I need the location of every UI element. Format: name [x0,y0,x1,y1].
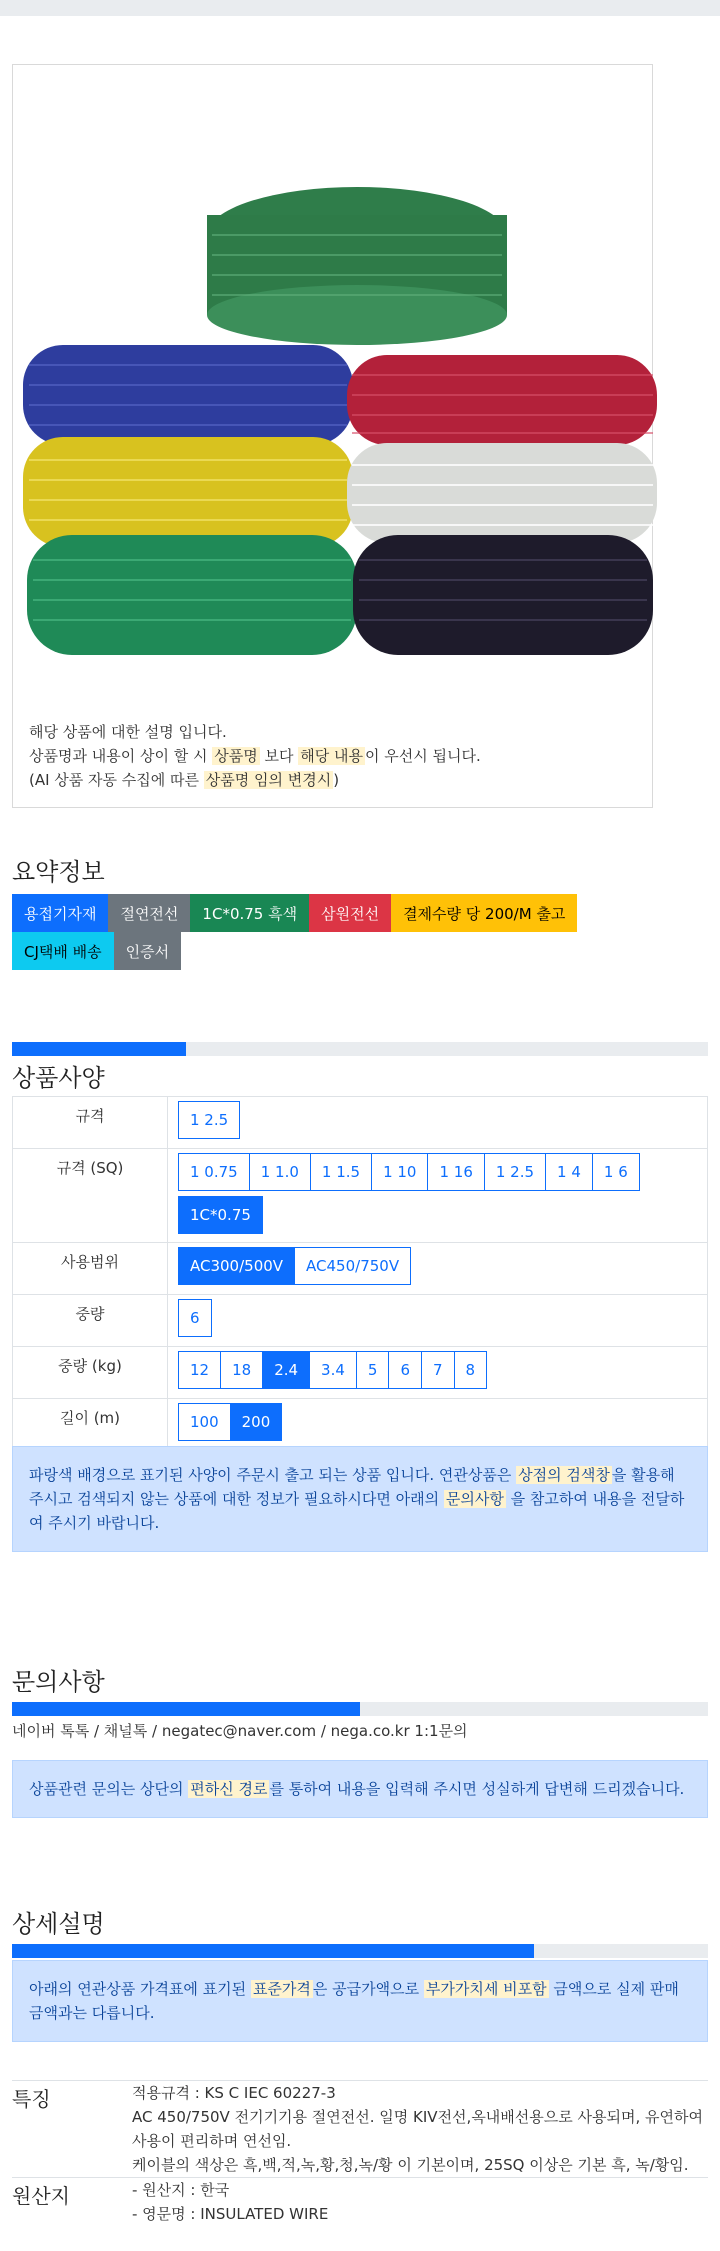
notice-line-3: (AI 상품 자동 수집에 따른 상품명 임의 변경시 ) [29,771,340,789]
spec-option-button[interactable]: 1 0.75 [178,1153,250,1191]
spec-label: 길이 (m) [13,1399,168,1449]
detail-progress [12,1944,708,1958]
spec-option-button[interactable]: 200 [230,1403,283,1441]
spec-option-button[interactable]: 6 [388,1351,422,1389]
spec-option-button[interactable]: 7 [421,1351,455,1389]
highlight: 해당 내용 [300,747,363,765]
highlight: 상점의 검색창 [518,1466,610,1484]
detail-table [12,2080,708,2226]
spec-options [168,1149,707,1242]
highlight: 부가가치세 비포함 [425,1980,547,1998]
spec-options [168,1347,707,1398]
spec-options [168,1097,707,1148]
spec-option-button[interactable]: AC300/500V [178,1247,295,1285]
spec-progress [12,1042,708,1056]
spec-option-button[interactable]: 1 1.5 [310,1153,372,1191]
detail-row [12,2177,708,2226]
spec-label: 규격 [13,1097,168,1148]
inquiry-progress [12,1702,708,1716]
inquiry-title: 문의사항 [12,1668,105,1696]
spec-options [168,1399,707,1449]
highlight: 상품명 [214,747,258,765]
badge-type: 절연전선 [108,894,190,932]
spec-label: 중량 (kg) [13,1347,168,1398]
detail-value [132,2081,708,2177]
inquiry-info-box: 상품관련 문의는 상단의 편하신 경로 를 통하여 내용을 입력해 주시면 성실하게 답변해 드리겠습니다. [12,1760,708,1818]
spec-row [12,1398,708,1450]
spec-title: 상품사양 [12,1064,105,1092]
top-bar [0,0,720,16]
spec-option-button[interactable]: 1 2.5 [178,1101,240,1139]
spec-option-button[interactable]: 12 [178,1351,221,1389]
spec-option-button[interactable]: 100 [178,1403,231,1441]
detail-line: 적용규격 : KS C IEC 60227-3 [132,2084,336,2102]
summary-title: 요약정보 [12,858,105,886]
detail-value [132,2178,708,2226]
spec-table [12,1096,708,1450]
badge-quantity: 결제수량 당 200/M 출고 [391,894,577,932]
spec-progress-fill [12,1042,186,1056]
spec-option-button[interactable]: 1 10 [371,1153,428,1191]
contact-channels: 네이버 톡톡 / 채널톡 / negatec@naver.com / nega.co.kr 1:1문의 [12,1722,468,1740]
detail-key: 원산지 [12,2184,70,2208]
spec-option-button[interactable]: 1 1.0 [249,1153,311,1191]
spec-option-button[interactable]: 5 [356,1351,390,1389]
highlight: 문의사항 [445,1490,504,1508]
spec-row [12,1096,708,1148]
spec-options [168,1295,707,1346]
spec-option-button[interactable]: 1 6 [592,1153,640,1191]
badge-spec: 1C*0.75 흑색 [190,894,309,932]
spec-label: 중량 [13,1295,168,1346]
badge-category: 용접기자재 [12,894,108,932]
spec-option-button[interactable]: 2.4 [262,1351,310,1389]
detail-info-box: 아래의 연관상품 가격표에 표기된 표준가격 은 공급가액으로 부가가치세 비포함 금액으로 실제 판매금액과는 다릅니다. [12,1960,708,2042]
spec-option-button[interactable]: 1 4 [545,1153,593,1191]
notice-line-2: 상품명과 내용이 상이 할 시 상품명 보다 해당 내용 이 우선시 됩니다. [29,747,481,765]
badge-certificate: 인증서 [114,932,181,970]
product-photo [17,175,657,665]
highlight: 표준가격 [252,1980,311,1998]
spec-option-button[interactable]: 1C*0.75 [178,1196,263,1234]
spec-option-button[interactable]: 1 16 [427,1153,484,1191]
highlight: 편하신 경로 [190,1780,268,1798]
spec-option-button[interactable]: 6 [178,1299,212,1337]
detail-key: 특징 [12,2087,51,2111]
detail-line: - 영문명 : INSULATED WIRE [132,2205,329,2223]
inquiry-progress-fill [12,1702,360,1716]
spec-row [12,1294,708,1346]
spec-row [12,1148,708,1242]
product-image-card [12,64,653,808]
highlight: 상품명 임의 변경시 [205,771,332,789]
detail-row [12,2080,708,2177]
spec-label: 사용범위 [13,1243,168,1294]
badge-maker: 삼원전선 [309,894,391,932]
spec-label: 규격 (SQ) [13,1149,168,1242]
badge-shipping: CJ택배 배송 [12,932,114,970]
spec-info-box: 파랑색 배경으로 표기된 사양이 주문시 출고 되는 상품 입니다. 연관상품은 상점의 검색창 을 활용해 주시고 검색되지 않는 상품에 대한 정보가 필요하시다면 아래의 문의사항 을 참고하여 내용을 전달하여 주시기 바랍니다. [12,1446,708,1552]
detail-line: AC 450/750V 전기기기용 절연전선. 일명 KIV전선,옥내배선용으로 사용되며, 유연하여 사용이 편리하며 연선임. [132,2108,703,2150]
spec-option-button[interactable]: 8 [454,1351,488,1389]
product-notice [29,720,481,792]
spec-row [12,1346,708,1398]
detail-progress-fill [12,1944,534,1958]
notice-line-1: 해당 상품에 대한 설명 입니다. [29,723,227,741]
detail-line: - 원산지 : 한국 [132,2181,230,2199]
spec-option-button[interactable]: 1 2.5 [484,1153,546,1191]
spec-option-button[interactable]: 18 [220,1351,263,1389]
spec-row [12,1242,708,1294]
spec-option-button[interactable]: AC450/750V [294,1247,411,1285]
spec-option-button[interactable]: 3.4 [309,1351,357,1389]
detail-title: 상세설명 [12,1910,105,1938]
detail-line: 케이블의 색상은 흑,백,적,녹,황,청,녹/황 이 기본이며, 25SQ 이상은 기본 흑, 녹/황임. [132,2156,689,2174]
summary-badges [12,894,712,970]
spec-options [168,1243,707,1294]
